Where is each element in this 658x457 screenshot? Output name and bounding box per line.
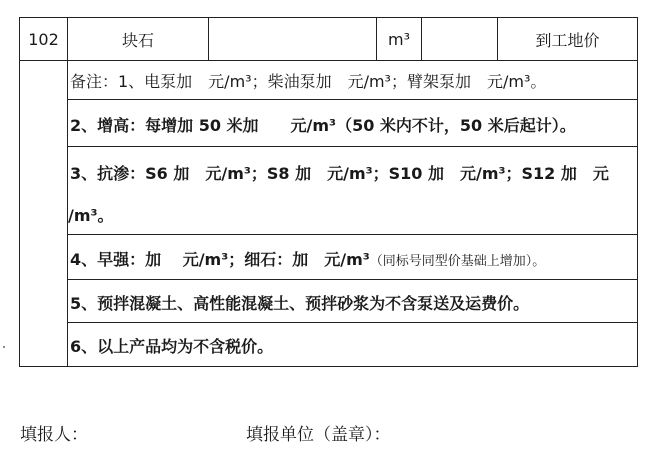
note-2 [68, 100, 637, 147]
note-5-text: 5、预拌混凝土、高性能混凝土、预拌砂浆为不含泵送及运费价。 [70, 294, 530, 313]
item-code: 102 [20, 18, 68, 60]
note-6-text: 6、以上产品均为不含税价。 [70, 337, 274, 356]
note-5 [68, 280, 637, 323]
scan-speck [3, 346, 5, 348]
table-row [20, 18, 637, 61]
item-price [422, 18, 498, 60]
note-1 [68, 60, 637, 100]
note-3-text-line2: /m³。 [68, 206, 114, 225]
item-price-basis: 到工地价 [535, 30, 600, 50]
note-4-main: 4、早强：加 元/m³；细石：加 元/m³ [70, 250, 370, 269]
item-name: 块石 [68, 18, 209, 60]
notes-left-column [20, 60, 68, 366]
item-spec [209, 18, 377, 60]
price-table [19, 17, 638, 367]
unit-seal-label: 填报单位（盖章）： [246, 425, 391, 445]
note-4 [68, 235, 637, 280]
note-2-text: 2、增高：每增加 50 米加 元/m³（50 米内不计，50 米后起计）。 [70, 116, 576, 135]
filler-label: 填报人： [20, 425, 88, 445]
note-3-text-line1: 3、抗渗：S6 加 元/m³；S8 加 元/m³；S10 加 元/m³；S12 加 元 [70, 164, 609, 183]
note-3 [68, 147, 637, 235]
note-1-text: 备注：1、电泵加 元/m³；柴油泵加 元/m³；臂架泵加 元/m³。 [70, 72, 547, 91]
note-4-text [70, 247, 545, 270]
note-6 [68, 323, 637, 366]
note-4-small: （同标号同型价基础上增加）。 [369, 254, 546, 269]
item-unit: m³ [377, 18, 422, 60]
